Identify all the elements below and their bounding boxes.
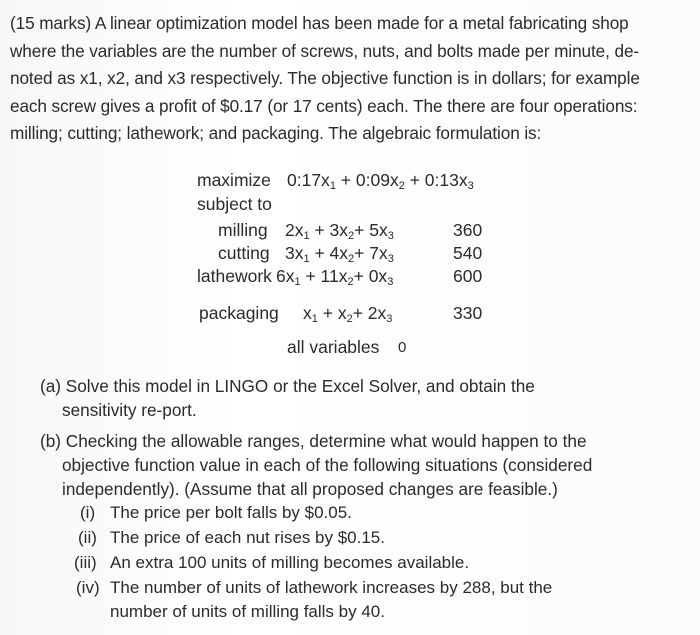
intro-line: where the variables are the number of screws, nuts, and bolts made per minute, de- bbox=[10, 40, 640, 61]
sub-item-text: An extra 100 units of milling becomes available. bbox=[110, 553, 470, 572]
sub-item-text: The number of units of lathework increases by 288, but the bbox=[110, 578, 553, 597]
constraint-rhs-cutting: 540 bbox=[453, 243, 483, 263]
intro-paragraph bbox=[10, 10, 696, 148]
sub-item-text: The price per bolt falls by $0.05. bbox=[110, 503, 352, 522]
intro-line: each screw gives a profit of $0.17 (or 17 cents) each. The there are four operations: bbox=[10, 95, 638, 116]
intro-line: (15 marks) A linear optimization model has been made for a metal fabricating shop bbox=[10, 13, 629, 33]
sub-item-text: The price of each nut rises by $0.15. bbox=[110, 528, 385, 547]
part-a-line: sensitivity re-port. bbox=[62, 400, 197, 420]
constraint-rhs-lathework: 600 bbox=[453, 266, 483, 286]
part-b-line: objective function value in each of the following situations (considered bbox=[62, 455, 593, 475]
constraint-lhs-milling: $2x_1 + 3x_2+ 5x_3$ bbox=[285, 220, 394, 242]
constraint-rhs-milling: 360 bbox=[453, 220, 483, 240]
sub-item-text: number of units of milling falls by 40. bbox=[110, 602, 385, 621]
constraint-rhs-packaging: 330 bbox=[453, 303, 483, 323]
constraint-label-cutting: cutting bbox=[218, 243, 270, 263]
constraint-label-packaging: packaging bbox=[199, 303, 279, 323]
intro-line: noted as x1, x2, and x3 respectively. The objective function is in dollars; for example bbox=[10, 68, 640, 88]
constraint-lhs-cutting: $3x_1 + 4x_2+ 7x_3$ bbox=[285, 243, 394, 265]
sub-item-number: (i) bbox=[80, 503, 96, 522]
part-a-line: (a) Solve this model in LINGO or the Excel Solver, and obtain the bbox=[40, 376, 535, 396]
constraint-label-milling: milling bbox=[218, 220, 268, 240]
sub-item-number: (ii) bbox=[78, 528, 97, 547]
constraint-lhs-packaging: $x_1 + x_2+ 2x_3$ bbox=[303, 303, 393, 325]
part-b-line: independently). (Assume that all proposed changes are feasible.) bbox=[62, 479, 558, 499]
sub-item-number: (iv) bbox=[76, 578, 100, 597]
intro-line: milling; cutting; lathework; and packaging. The algebraic formulation is: bbox=[10, 123, 542, 143]
constraint-label-lathework: lathework bbox=[197, 266, 272, 286]
sub-item-number: (iii) bbox=[74, 553, 97, 572]
nonnegativity-value: 0 bbox=[398, 339, 407, 356]
nonnegativity-label: all variables bbox=[287, 337, 380, 357]
subject-to-label: subject to bbox=[197, 194, 272, 214]
part-b-line: (b) Checking the allowable ranges, determine what would happen to the bbox=[40, 431, 587, 451]
objective-function: $0:17x_1$ + $0:09x_2$ + $0:13x_3$ bbox=[287, 170, 474, 192]
constraint-lhs-lathework: $6x_1 + 11x_2+ 0x_3$ bbox=[276, 266, 394, 288]
objective-keyword: maximize bbox=[197, 170, 271, 190]
